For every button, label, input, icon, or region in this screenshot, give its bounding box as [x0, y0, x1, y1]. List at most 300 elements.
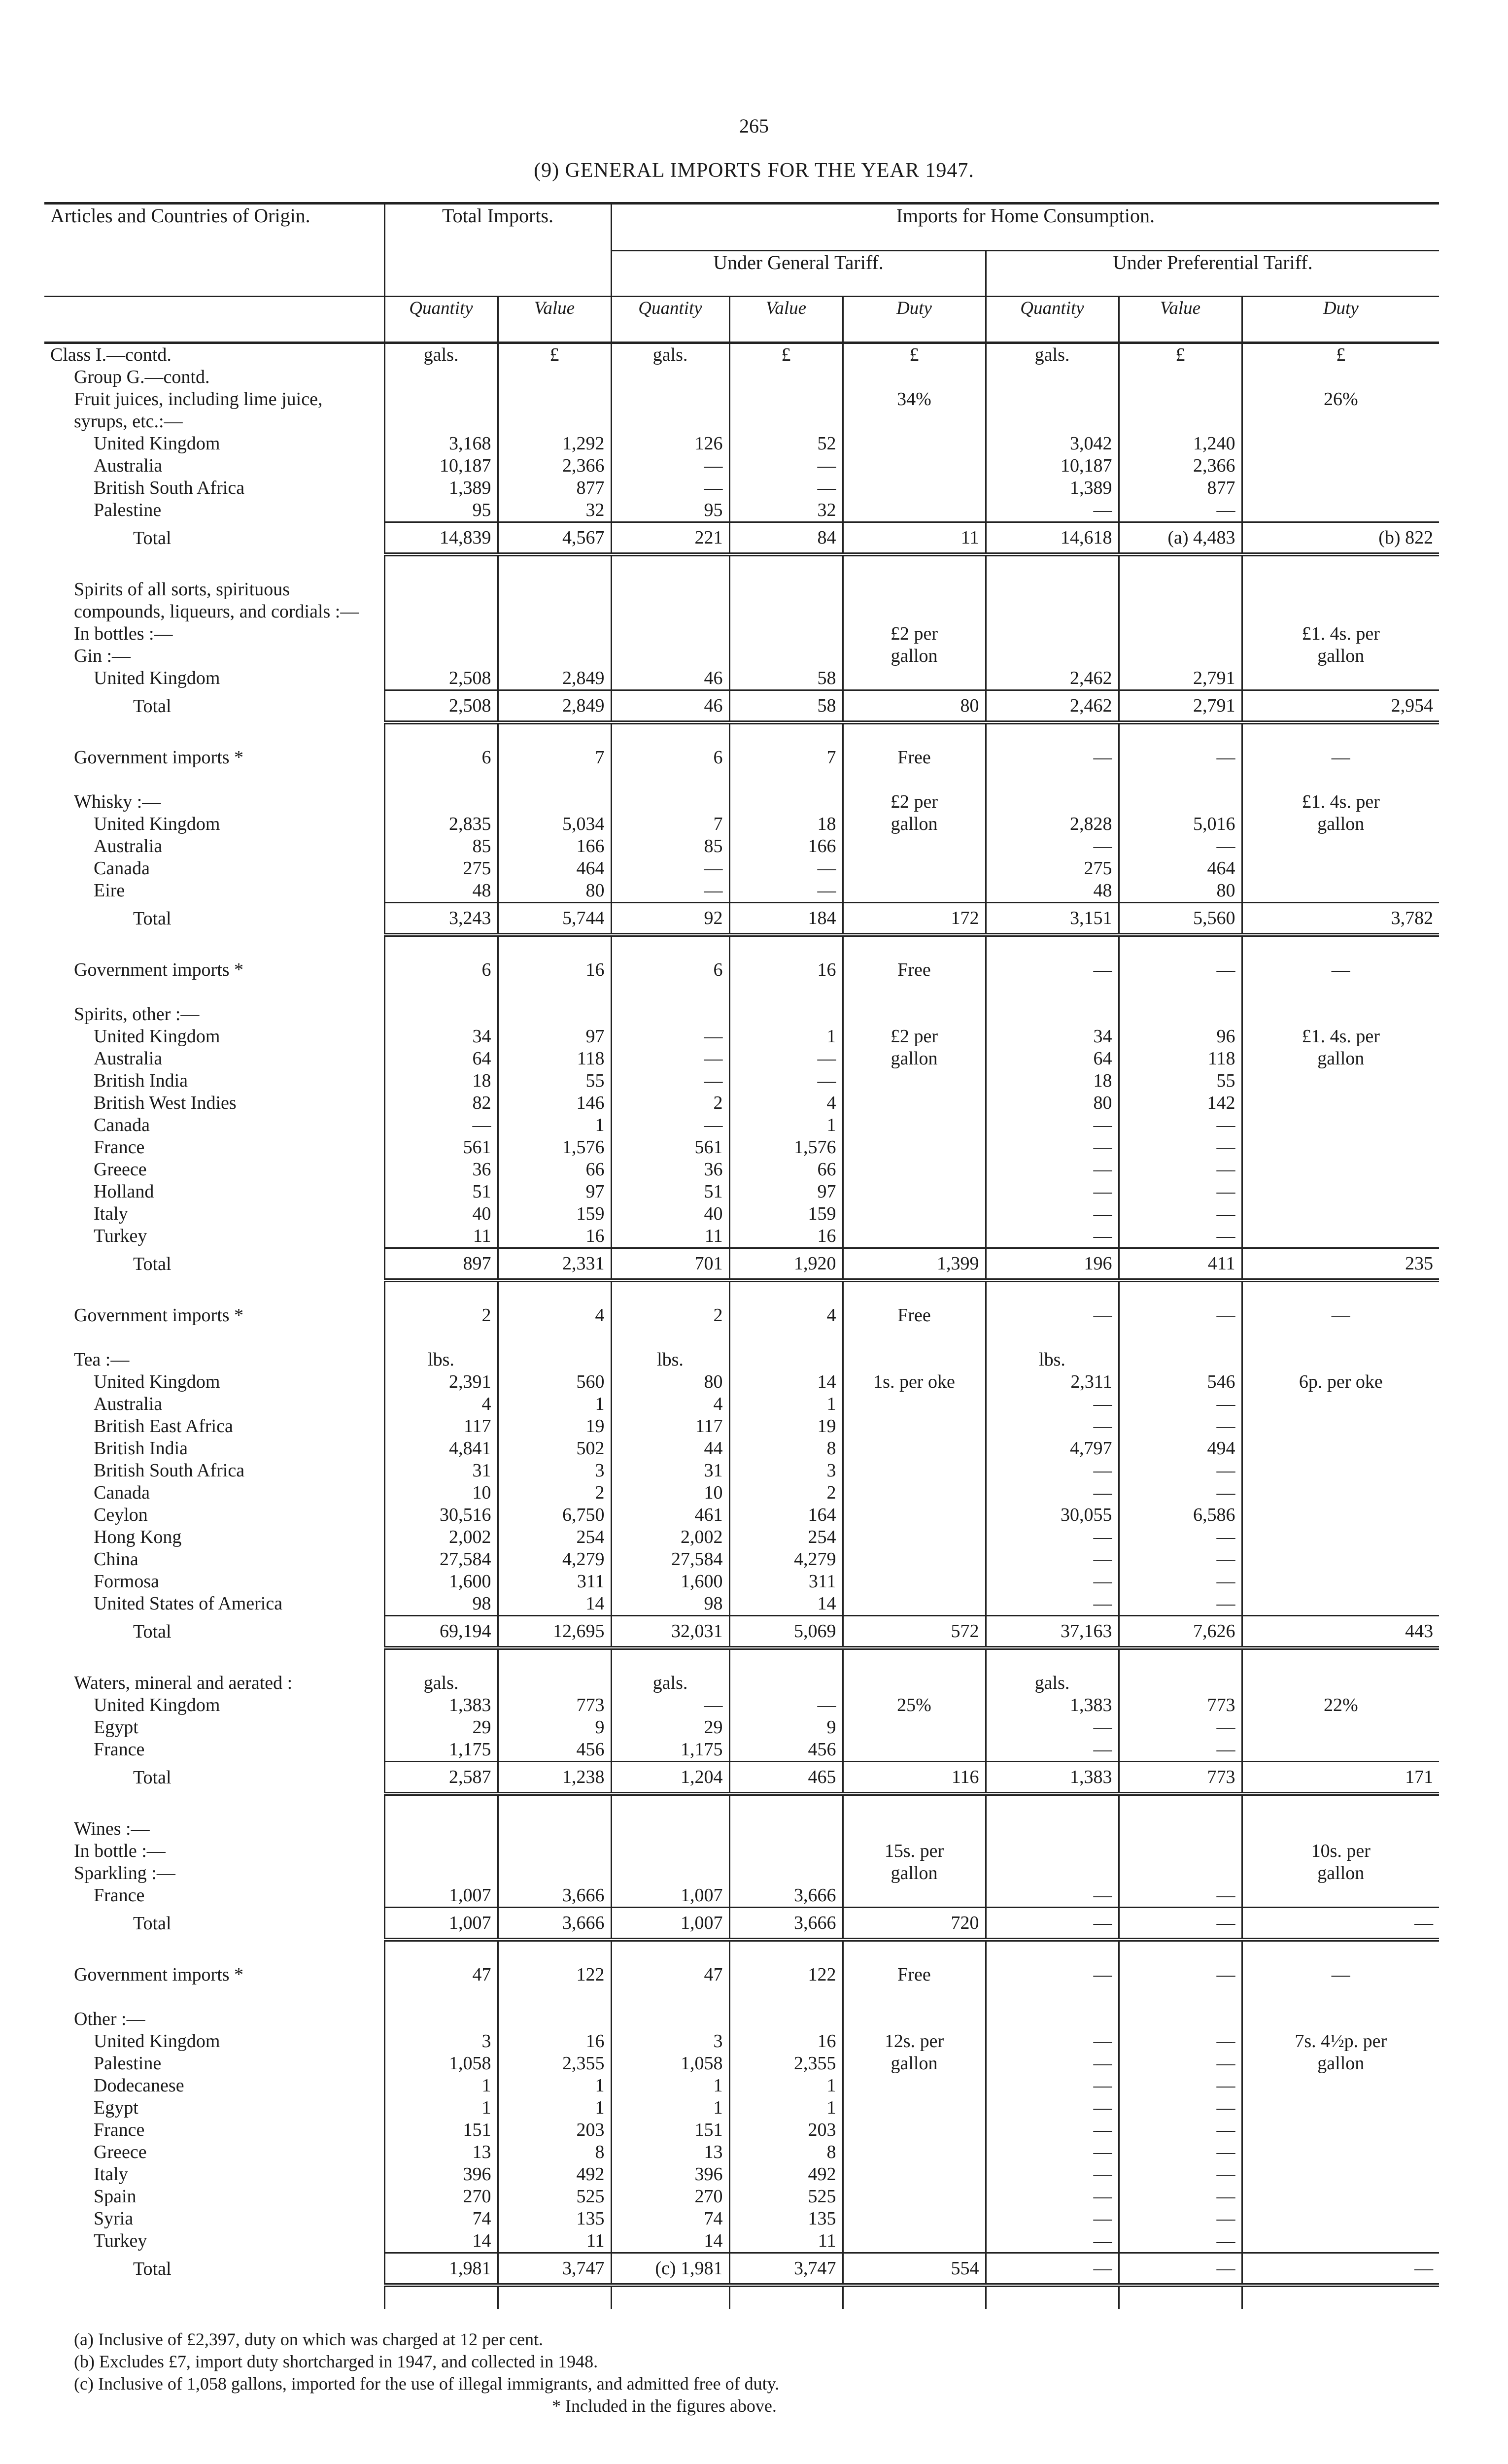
- table-cell: 1,058: [611, 2053, 729, 2075]
- table-cell: [498, 388, 611, 433]
- table-cell: [843, 1571, 986, 1593]
- table-cell: —: [384, 1114, 498, 1136]
- table-cell: 151: [384, 2119, 498, 2141]
- table-cell: [843, 2119, 986, 2141]
- table-cell: —: [986, 2208, 1119, 2230]
- table-cell: [611, 645, 729, 667]
- table-cell: 11: [729, 2230, 843, 2253]
- table-cell: £1. 4s. per: [1242, 623, 1439, 645]
- category-row: [44, 1840, 1439, 1862]
- table-cell: 122: [729, 1964, 843, 1986]
- table-cell: 171: [1242, 1762, 1439, 1794]
- row-label: Government imports *: [74, 1305, 244, 1326]
- table-cell: 546: [1119, 1371, 1242, 1393]
- category-row: [44, 343, 1439, 367]
- row-label: Government imports *: [74, 747, 244, 768]
- table-cell: 74: [384, 2208, 498, 2230]
- spacer-row: [44, 1794, 1439, 1818]
- table-cell: 117: [384, 1415, 498, 1437]
- row-label: Italy: [94, 1203, 128, 1224]
- table-cell: 1: [729, 1393, 843, 1415]
- table-cell: [843, 1482, 986, 1504]
- table-cell: 2,835: [384, 813, 498, 835]
- table-cell: —: [986, 959, 1119, 981]
- table-row: [44, 2230, 1439, 2253]
- table-cell: £: [1119, 343, 1242, 367]
- table-cell: 1,383: [384, 1694, 498, 1716]
- table-cell: 142: [1119, 1092, 1242, 1114]
- table-cell: 64: [986, 1048, 1119, 1070]
- spacer-row: [44, 554, 1439, 579]
- table-cell: [986, 1862, 1119, 1884]
- table-cell: [1242, 1818, 1439, 1840]
- spacer-row: [44, 1940, 1439, 1964]
- table-cell: [843, 477, 986, 499]
- table-cell: 98: [611, 1593, 729, 1616]
- table-cell: [843, 1114, 986, 1136]
- table-cell: —: [1119, 1571, 1242, 1593]
- category-row: [44, 623, 1439, 645]
- footnote-a: (a) Inclusive of £2,397, duty on which was charged at 12 per cent.: [74, 2329, 544, 2349]
- table-cell: Free: [843, 1304, 986, 1327]
- table-cell: [843, 1739, 986, 1762]
- row-label: British West Indies: [94, 1093, 237, 1113]
- table-cell: 95: [384, 499, 498, 522]
- table-cell: 31: [611, 1460, 729, 1482]
- footnote-star: * Included in the figures above.: [552, 2396, 777, 2416]
- table-cell: 396: [611, 2163, 729, 2186]
- table-cell: [843, 1437, 986, 1460]
- spacer-row: [44, 722, 1439, 747]
- table-cell: [384, 579, 498, 623]
- table-cell: [498, 1349, 611, 1371]
- table-cell: 6: [384, 959, 498, 981]
- table-row: [44, 1884, 1439, 1908]
- row-label: British India: [94, 1070, 188, 1091]
- table-row: [44, 2075, 1439, 2097]
- table-cell: [843, 1415, 986, 1437]
- table-cell: [843, 2186, 986, 2208]
- table-cell: 6: [611, 959, 729, 981]
- table-row: [44, 1571, 1439, 1593]
- table-cell: 461: [611, 1504, 729, 1526]
- table-row: [44, 1159, 1439, 1181]
- table-cell: 464: [498, 857, 611, 880]
- row-label: Spirits, other :—: [74, 1004, 200, 1025]
- row-label: Class I.—contd.: [50, 344, 171, 365]
- total-row: [44, 1762, 1439, 1794]
- table-cell: —: [611, 1114, 729, 1136]
- table-cell: 196: [986, 1248, 1119, 1281]
- table-cell: [611, 579, 729, 623]
- table-cell: —: [1119, 1548, 1242, 1571]
- table-cell: —: [986, 2053, 1119, 2075]
- table-cell: 18: [729, 813, 843, 835]
- table-cell: [729, 1840, 843, 1862]
- table-cell: —: [729, 455, 843, 477]
- table-cell: —: [986, 2141, 1119, 2163]
- table-cell: Free: [843, 959, 986, 981]
- table-cell: [729, 1349, 843, 1371]
- table-cell: [843, 2097, 986, 2119]
- total-row: [44, 903, 1439, 935]
- table-cell: [1242, 1526, 1439, 1548]
- table-cell: 492: [498, 2163, 611, 2186]
- row-label: Italy: [94, 2164, 128, 2185]
- row-label: Total: [133, 908, 171, 929]
- table-cell: [843, 880, 986, 903]
- table-cell: 1s. per oke: [843, 1371, 986, 1393]
- table-cell: [498, 1672, 611, 1694]
- table-cell: [1242, 433, 1439, 455]
- table-row: [44, 2186, 1439, 2208]
- spacer-row: [44, 1648, 1439, 1672]
- table-cell: —: [986, 2230, 1119, 2253]
- table-cell: 48: [986, 880, 1119, 903]
- table-cell: [1242, 499, 1439, 522]
- table-cell: 235: [1242, 1248, 1439, 1281]
- table-cell: —: [986, 1716, 1119, 1739]
- table-row: [44, 1026, 1439, 1048]
- table-cell: [1119, 579, 1242, 623]
- table-cell: 554: [843, 2253, 986, 2286]
- total-row: [44, 2253, 1439, 2286]
- footnote-b: (b) Excludes £7, import duty shortcharged in 1947, and collected in 1948.: [74, 2352, 598, 2371]
- row-label: Australia: [94, 1394, 163, 1414]
- table-cell: [1242, 2163, 1439, 2186]
- total-row: [44, 690, 1439, 723]
- table-cell: —: [986, 2075, 1119, 2097]
- table-cell: —: [986, 499, 1119, 522]
- table-cell: 9: [498, 1716, 611, 1739]
- table-cell: [729, 1862, 843, 1884]
- table-cell: [498, 1862, 611, 1884]
- page-title: (9) GENERAL IMPORTS FOR THE YEAR 1947.: [534, 159, 974, 182]
- table-row: [44, 1694, 1439, 1716]
- table-cell: gals.: [986, 1672, 1119, 1694]
- table-cell: 465: [729, 1762, 843, 1794]
- table-cell: 4,567: [498, 522, 611, 555]
- table-row: [44, 2208, 1439, 2230]
- table-cell: 30,055: [986, 1504, 1119, 1526]
- table-cell: 184: [729, 903, 843, 935]
- spacer-row: [44, 2285, 1439, 2309]
- table-cell: Free: [843, 1964, 986, 1986]
- table-cell: [843, 1548, 986, 1571]
- table-cell: 2: [729, 1482, 843, 1504]
- table-cell: —: [1119, 1908, 1242, 1940]
- table-cell: 6: [384, 747, 498, 769]
- table-cell: 4: [384, 1393, 498, 1415]
- table-row: [44, 813, 1439, 835]
- table-cell: —: [986, 1884, 1119, 1908]
- row-label: Syria: [94, 2208, 134, 2229]
- table-cell: [1242, 2008, 1439, 2030]
- table-cell: 40: [384, 1203, 498, 1225]
- table-cell: [384, 1003, 498, 1026]
- table-cell: 10: [611, 1482, 729, 1504]
- table-cell: 34%: [843, 388, 986, 433]
- table-cell: 64: [384, 1048, 498, 1070]
- table-cell: 203: [729, 2119, 843, 2141]
- header-articles: Articles and Countries of Origin.: [44, 204, 384, 297]
- table-cell: 10,187: [986, 455, 1119, 477]
- table-cell: [1119, 1349, 1242, 1371]
- table-cell: [729, 645, 843, 667]
- table-cell: [1242, 455, 1439, 477]
- header-home-consumption: Imports for Home Consumption.: [611, 204, 1439, 251]
- table-cell: 14: [729, 1593, 843, 1616]
- table-cell: gallon: [1242, 1048, 1439, 1070]
- table-cell: [1242, 667, 1439, 690]
- table-cell: [843, 1092, 986, 1114]
- row-label: British South Africa: [94, 1460, 245, 1481]
- table-cell: [843, 455, 986, 477]
- table-cell: 85: [384, 835, 498, 857]
- table-cell: 51: [611, 1181, 729, 1203]
- table-cell: —: [729, 857, 843, 880]
- table-cell: 126: [611, 433, 729, 455]
- table-cell: gallon: [1242, 2053, 1439, 2075]
- table-cell: 275: [986, 857, 1119, 880]
- table-cell: 1,383: [986, 1762, 1119, 1794]
- table-cell: 275: [384, 857, 498, 880]
- table-cell: 48: [384, 880, 498, 903]
- table-cell: [1242, 1571, 1439, 1593]
- category-row: [44, 579, 1439, 623]
- table-cell: 36: [384, 1159, 498, 1181]
- table-cell: 877: [498, 477, 611, 499]
- row-label: Government imports *: [74, 959, 244, 980]
- table-cell: [1242, 1884, 1439, 1908]
- table-cell: —: [1242, 1304, 1439, 1327]
- table-cell: [729, 579, 843, 623]
- table-row: [44, 1482, 1439, 1504]
- table-cell: 3,666: [729, 1884, 843, 1908]
- table-cell: 19: [729, 1415, 843, 1437]
- table-row: [44, 1393, 1439, 1415]
- table-cell: 66: [498, 1159, 611, 1181]
- table-cell: [384, 366, 498, 388]
- row-label: Ceylon: [94, 1505, 148, 1525]
- table-cell: 502: [498, 1437, 611, 1460]
- table-cell: 2,002: [384, 1526, 498, 1548]
- table-cell: 7,626: [1119, 1616, 1242, 1648]
- table-cell: [611, 1840, 729, 1862]
- row-label: China: [94, 1549, 138, 1570]
- table-cell: 32: [498, 499, 611, 522]
- table-cell: lbs.: [986, 1349, 1119, 1371]
- table-cell: 1,240: [1119, 433, 1242, 455]
- total-row: [44, 522, 1439, 555]
- table-cell: [729, 366, 843, 388]
- table-cell: —: [1119, 1716, 1242, 1739]
- table-cell: [1119, 1818, 1242, 1840]
- table-cell: 3,782: [1242, 903, 1439, 935]
- table-cell: 15s. per: [843, 1840, 986, 1862]
- table-cell: 2,508: [384, 690, 498, 723]
- table-cell: [498, 791, 611, 813]
- table-cell: [986, 388, 1119, 433]
- table-cell: 117: [611, 1415, 729, 1437]
- table-cell: 97: [498, 1181, 611, 1203]
- category-row: [44, 645, 1439, 667]
- table-row: [44, 477, 1439, 499]
- table-cell: —: [729, 880, 843, 903]
- table-cell: [611, 388, 729, 433]
- row-label: Spirits of all sorts, spirituous compounds, liqueurs, and cordials :—: [74, 579, 359, 622]
- table-cell: [1242, 366, 1439, 388]
- table-cell: 66: [729, 1159, 843, 1181]
- table-row: [44, 1415, 1439, 1437]
- row-label: France: [94, 1137, 145, 1158]
- table-cell: —: [1119, 1181, 1242, 1203]
- table-cell: 2,791: [1119, 690, 1242, 723]
- table-cell: 464: [1119, 857, 1242, 880]
- table-cell: 773: [498, 1694, 611, 1716]
- table-cell: [729, 1003, 843, 1026]
- table-cell: 5,016: [1119, 813, 1242, 835]
- table-cell: 773: [1119, 1762, 1242, 1794]
- header-quantity: Quantity: [384, 297, 498, 343]
- table-cell: 1: [384, 2075, 498, 2097]
- total-row: [44, 1248, 1439, 1281]
- table-cell: [1119, 1003, 1242, 1026]
- table-row: [44, 1092, 1439, 1114]
- table-cell: —: [1119, 2141, 1242, 2163]
- table-cell: 11: [843, 522, 986, 555]
- table-cell: —: [611, 1070, 729, 1092]
- table-row: [44, 1070, 1439, 1092]
- category-row: [44, 1003, 1439, 1026]
- table-cell: 1,007: [384, 1884, 498, 1908]
- table-cell: —: [986, 1304, 1119, 1327]
- table-row: [44, 2053, 1439, 2075]
- table-cell: 8: [498, 2141, 611, 2163]
- government-imports-row: [44, 1304, 1439, 1327]
- table-cell: —: [1119, 1159, 1242, 1181]
- table-cell: [1242, 2119, 1439, 2141]
- row-label: British India: [94, 1438, 188, 1459]
- table-cell: (b) 822: [1242, 522, 1439, 555]
- table-cell: —: [1242, 959, 1439, 981]
- table-cell: 7: [729, 747, 843, 769]
- table-cell: [611, 791, 729, 813]
- table-cell: [843, 1504, 986, 1526]
- category-row: [44, 1862, 1439, 1884]
- table-cell: [843, 499, 986, 522]
- table-cell: —: [1119, 2053, 1242, 2075]
- table-cell: 2,587: [384, 1762, 498, 1794]
- table-cell: 10: [384, 1482, 498, 1504]
- table-cell: 116: [843, 1762, 986, 1794]
- table-cell: 166: [498, 835, 611, 857]
- table-cell: 164: [729, 1504, 843, 1526]
- table-cell: 1,399: [843, 1248, 986, 1281]
- header-general-tariff: Under General Tariff.: [611, 251, 986, 297]
- imports-table: [44, 202, 1439, 2309]
- table-cell: gallon: [1242, 1862, 1439, 1884]
- table-cell: 1,389: [986, 477, 1119, 499]
- table-cell: gals.: [611, 343, 729, 367]
- table-cell: [384, 1862, 498, 1884]
- table-cell: 773: [1119, 1694, 1242, 1716]
- table-cell: 5,744: [498, 903, 611, 935]
- table-cell: 1: [729, 2075, 843, 2097]
- row-label: Total: [133, 1913, 171, 1934]
- table-cell: —: [1119, 2186, 1242, 2208]
- table-cell: 13: [611, 2141, 729, 2163]
- table-cell: —: [986, 1548, 1119, 1571]
- table-cell: 7: [498, 747, 611, 769]
- table-cell: [843, 2141, 986, 2163]
- row-label: Other :—: [74, 2009, 145, 2029]
- table-cell: 159: [498, 1203, 611, 1225]
- table-cell: 254: [498, 1526, 611, 1548]
- row-label: Egypt: [94, 2097, 138, 2118]
- row-label: United States of America: [94, 1593, 283, 1614]
- table-cell: 47: [611, 1964, 729, 1986]
- table-cell: [1242, 579, 1439, 623]
- table-cell: [729, 623, 843, 645]
- table-cell: 4,279: [729, 1548, 843, 1571]
- row-label: Australia: [94, 836, 163, 856]
- table-cell: 3: [498, 1460, 611, 1482]
- table-cell: —: [1119, 2097, 1242, 2119]
- table-cell: —: [1119, 1415, 1242, 1437]
- table-cell: 1: [611, 2097, 729, 2119]
- table-cell: —: [986, 747, 1119, 769]
- table-cell: —: [729, 1070, 843, 1092]
- table-cell: 135: [729, 2208, 843, 2230]
- table-cell: 1: [498, 1114, 611, 1136]
- table-cell: [1242, 2097, 1439, 2119]
- table-cell: 96: [1119, 1026, 1242, 1048]
- table-cell: 34: [384, 1026, 498, 1048]
- table-cell: 2: [498, 1482, 611, 1504]
- table-cell: 146: [498, 1092, 611, 1114]
- table-cell: lbs.: [611, 1349, 729, 1371]
- table-row: [44, 2097, 1439, 2119]
- table-cell: [498, 1003, 611, 1026]
- table-cell: 6: [611, 747, 729, 769]
- table-cell: [843, 1526, 986, 1548]
- table-cell: 10,187: [384, 455, 498, 477]
- table-cell: 151: [611, 2119, 729, 2141]
- table-cell: [498, 1818, 611, 1840]
- table-cell: [498, 2008, 611, 2030]
- table-cell: 58: [729, 667, 843, 690]
- table-cell: 16: [498, 2030, 611, 2053]
- table-cell: 95: [611, 499, 729, 522]
- table-cell: —: [1119, 1593, 1242, 1616]
- table-cell: 80: [1119, 880, 1242, 903]
- row-label: Spain: [94, 2186, 137, 2207]
- table-cell: [1242, 1092, 1439, 1114]
- table-cell: 58: [729, 690, 843, 723]
- spacer-row: [44, 1327, 1439, 1349]
- table-cell: 525: [729, 2186, 843, 2208]
- table-cell: 12,695: [498, 1616, 611, 1648]
- table-cell: [1242, 1716, 1439, 1739]
- table-cell: 16: [729, 2030, 843, 2053]
- table-cell: [1242, 857, 1439, 880]
- table-cell: [843, 2163, 986, 2186]
- table-cell: —: [729, 1048, 843, 1070]
- table-cell: 3,666: [498, 1884, 611, 1908]
- table-cell: [1119, 645, 1242, 667]
- table-cell: 4: [729, 1092, 843, 1114]
